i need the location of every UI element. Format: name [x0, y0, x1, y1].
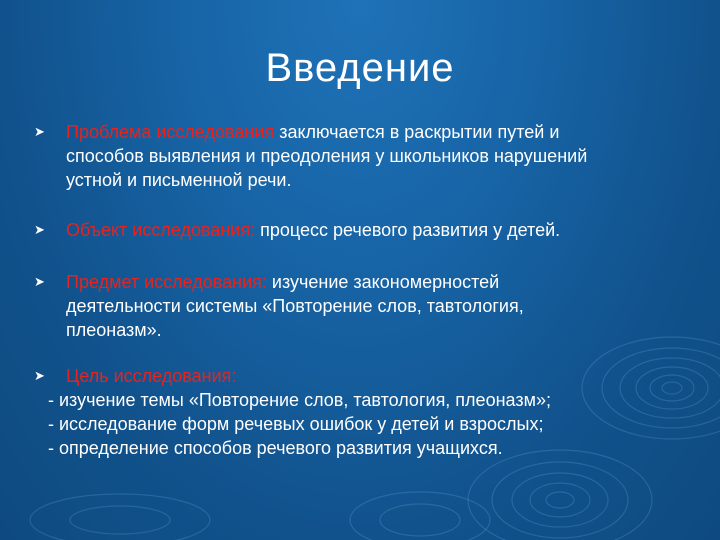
item-text-line: устной и письменной речи. [66, 170, 292, 190]
item-text-line: изучение закономерностей [271, 272, 500, 292]
list-item [34, 218, 694, 242]
item-text-line: процесс речевого развития у детей. [260, 220, 561, 240]
sub-item: - исследование форм речевых ошибок у детей и взрослых; [48, 414, 544, 434]
item-text-line: заключается в раскрытии путей и [279, 122, 560, 142]
item-text-line: деятельности системы «Повторение слов, тавтология, [66, 296, 524, 316]
item-text-line: способов выявления и преодоления у школьников нарушений [66, 146, 588, 166]
item-text-line: плеоназм». [66, 320, 162, 340]
list-item [34, 120, 694, 192]
slide-title: Введение [265, 46, 455, 90]
sub-item: - изучение темы «Повторение слов, тавтология, плеоназм»; [48, 390, 551, 410]
arrowhead-bullet-icon: ➤ [34, 222, 45, 237]
arrowhead-bullet-icon: ➤ [34, 368, 45, 383]
item-label: Проблема исследования [66, 122, 275, 142]
item-label: Предмет исследования: [66, 272, 267, 292]
arrowhead-bullet-icon: ➤ [34, 274, 45, 289]
sub-item: - определение способов речевого развития учащихся. [48, 438, 503, 458]
list-item [34, 270, 694, 342]
list-item [34, 364, 694, 460]
item-label: Объект исследования: [66, 220, 256, 240]
arrowhead-bullet-icon: ➤ [34, 124, 45, 139]
item-label: Цель исследования: [66, 366, 237, 386]
